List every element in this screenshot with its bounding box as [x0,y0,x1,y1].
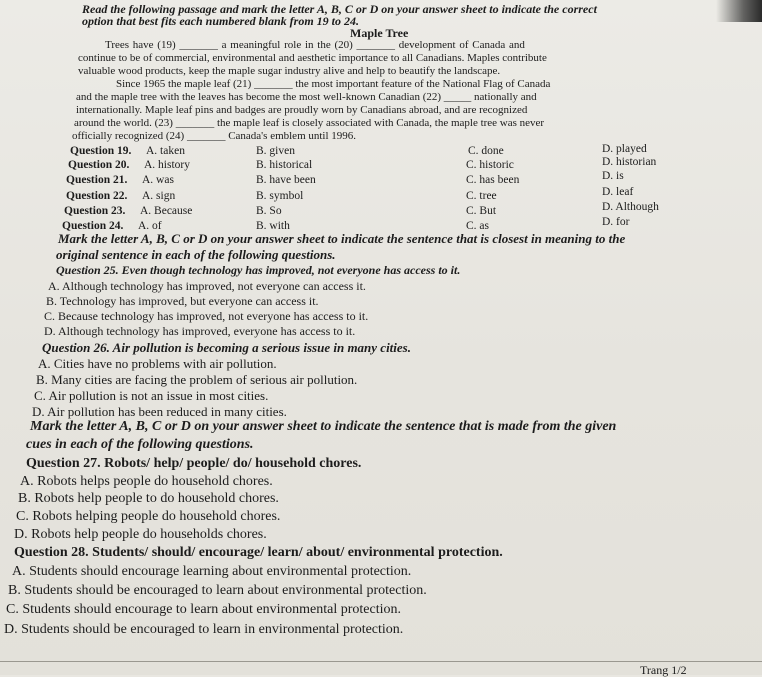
option-d: D. Although [602,201,659,213]
question-26-option-b: B. Many cities are facing the problem of serious air pollution. [36,372,358,387]
question-25-option-d: D. Although technology has improved, everyone has access to it. [44,324,356,338]
page-corner-shadow [716,0,762,22]
option-d: D. historian [602,156,657,168]
question-27-option-c: C. Robots helping people do household chores. [16,509,281,524]
question-25-option-c: C. Because technology has improved, not everyone has access to it. [44,309,369,323]
option-c: C. tree [466,190,497,202]
option-c: C. has been [466,174,520,186]
option-d: D. leaf [602,186,634,198]
option-c: C. as [466,220,489,232]
passage-line-4: Since 1965 the maple leaf (21) _______ the most important feature of the National Flag of Canada [116,78,551,90]
option-c: C. done [468,145,504,157]
page-number: Trang 1/2 [640,663,687,677]
reading-instruction-line-2: option that best fits each numbered blank from 19 to 24. [82,14,360,28]
question-25-option-b: B. Technology has improved, but everyone can access it. [46,294,319,308]
passage-line-3: valuable wood products, keep the maple sugar industry alive and help to beautify the landscape. [78,65,501,77]
option-b: B. given [256,145,295,157]
option-b: B. historical [256,159,313,171]
question-26-option-c: C. Air pollution is not an issue in most cities. [34,388,269,403]
option-b: B. have been [256,174,316,186]
question-28-option-b: B. Students should be encouraged to learn about environmental protection. [8,583,427,598]
question-label: Question 24. [62,220,124,232]
passage-line-5: and the maple tree with the leaves has become the most well-known Canadian (22) _____ nationally and [76,91,537,103]
option-b: B. symbol [256,190,304,202]
option-a: A. history [144,159,190,171]
passage-line-2: continue to be of commercial, environmental and aesthetic importance to all Canadians. Maples contribute [78,52,547,64]
closest-instruction-line-1: Mark the letter A, B, C or D on your answer sheet to indicate the sentence that is closest in meaning to the [58,231,626,246]
option-d: D. is [602,170,624,182]
passage-title: Maple Tree [350,26,409,40]
question-27-option-a: A. Robots helps people do household chores. [20,474,273,489]
reading-instruction-line-1: Read the following passage and mark the letter A, B, C or D on your answer sheet to indicate the correct [82,2,597,16]
option-b: B. with [256,220,290,232]
option-c: C. But [466,205,497,217]
question-27-option-d: D. Robots help people do households chores. [14,527,267,542]
question-28-option-d: D. Students should be encouraged to learn in environmental protection. [4,622,404,637]
question-25-option-a: A. Although technology has improved, not everyone can access it. [48,279,366,293]
cues-instruction-line-2: cues in each of the following questions. [26,437,254,452]
option-a: A. taken [146,145,185,157]
footer-divider [0,661,762,662]
question-label: Question 19. [70,145,132,157]
question-26-stem: Question 26. Air pollution is becoming a serious issue in many cities. [42,340,411,355]
question-label: Question 21. [66,174,128,186]
option-d: D. for [602,216,630,228]
option-d: D. played [602,143,647,155]
option-a: A. of [138,220,162,232]
question-28-option-a: A. Students should encourage learning about environmental protection. [12,564,412,579]
question-26-option-a: A. Cities have no problems with air pollution. [38,356,277,371]
question-28-stem: Question 28. Students/ should/ encourage/ learn/ about/ environmental protection. [14,545,503,560]
option-a: A. Because [140,205,193,217]
question-27-option-b: B. Robots help people to do household chores. [18,491,279,506]
passage-line-1: Trees have (19) _______ a meaningful role in the (20) _______ development of Canada and [105,39,525,51]
question-label: Question 23. [64,205,126,217]
option-b: B. So [256,205,282,217]
passage-line-8: officially recognized (24) _______ Canada's emblem until 1996. [72,130,357,142]
option-c: C. historic [466,159,514,171]
option-a: A. was [142,174,174,186]
passage-line-6: internationally. Maple leaf pins and badges are proudly worn by Canadians abroad, and are recognized [76,104,528,116]
cues-instruction-line-1: Mark the letter A, B, C or D on your answer sheet to indicate the sentence that is made from the given [30,419,617,434]
passage-line-7: around the world. (23) _______ the maple leaf is closely associated with Canada, the maple tree was never [74,117,545,129]
question-label: Question 22. [66,190,128,202]
question-27-stem: Question 27. Robots/ help/ people/ do/ household chores. [26,456,362,471]
closest-instruction-line-2: original sentence in each of the following questions. [56,247,336,262]
question-28-option-c: C. Students should encourage to learn about environmental protection. [6,602,402,617]
question-25-stem: Question 25. Even though technology has improved, not everyone has access to it. [56,263,461,277]
option-a: A. sign [142,190,176,202]
question-26-option-d: D. Air pollution has been reduced in many cities. [32,404,287,419]
question-label: Question 20. [68,159,130,171]
